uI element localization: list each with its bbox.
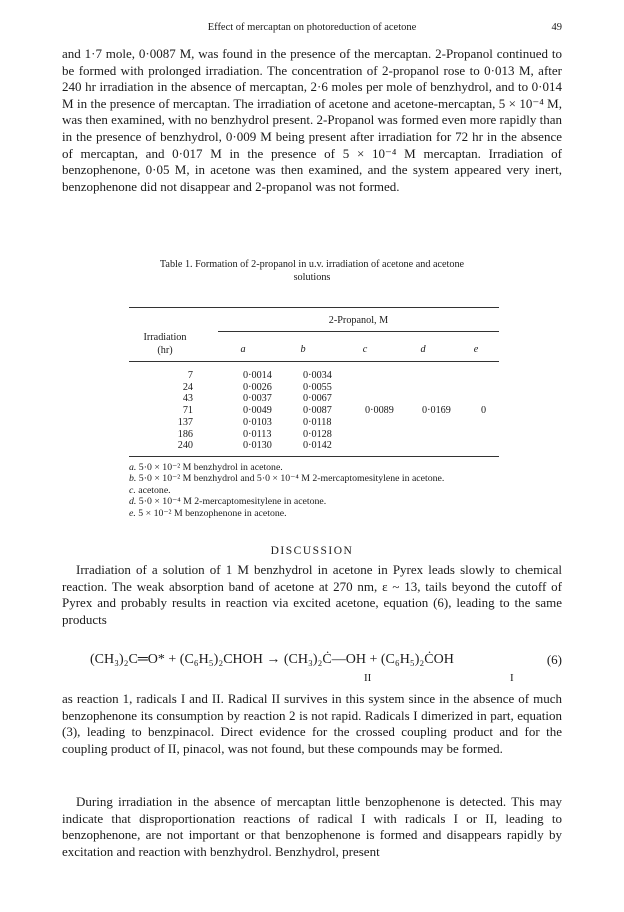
radical-label-ii: II [364,672,372,684]
cell-e: 0 [481,405,487,417]
column-label-b: b [300,344,306,355]
footnote-key: b. [129,473,137,485]
table-header-rule [129,361,499,362]
equation-6 [90,651,562,684]
cell-b: 0·0067 [303,393,332,405]
paragraph-radicals: as reaction 1, radicals I and II. Radical II survives in this system since in the absence of much benzophenone its consumption by reaction 2 is not rapid. Radicals I dimerized in part, equation (3), leading to benzpinacol. Direct evidence for the crossed coupling product and for the coupling product of II, pinacol, was not found, but these compounds may be formed. [62,691,562,756]
footnote [129,508,499,519]
footnote-key: d. [129,496,137,508]
column-label-e: e [473,344,479,355]
footnote [129,462,499,473]
table-row [129,370,499,382]
cell-a: 0·0014 [243,370,272,381]
equation-text: (CH₃)₂C═O* + (C₆H₅)₂CHOH → (CH₃)₂Ċ—OH + (C₆H₅)₂ĊOH [90,652,454,667]
cell-irradiation: 186 [177,428,193,440]
cell-a: 0·0049 [243,405,272,417]
cell-a: 0·0026 [243,381,272,393]
cell-irradiation: 240 [177,440,193,452]
table-bottom-rule [129,456,499,457]
table-footnotes [129,462,499,519]
cell-a: 0·0037 [243,393,272,405]
cell-a: 0·0130 [243,440,272,452]
cell-b: 0·0118 [303,416,332,428]
column-label-a: a [240,344,246,355]
table-row [129,382,499,394]
irradiation-unit: (hr) [157,344,173,356]
footnote [129,485,499,496]
cell-irradiation: 137 [177,416,193,428]
table-group-rule [218,331,499,332]
column-label-c: c [362,344,368,355]
footnote-text: 5·0 × 10⁻⁴ M 2-mercaptomesitylene in acetone. [136,496,327,508]
footnote-text: 5·0 × 10⁻² M benzhydrol in acetone. [136,462,283,473]
table-row [129,405,499,417]
cell-irradiation: 24 [182,381,193,393]
paragraph-results: and 1·7 mole, 0·0087 M, was found in the presence of the mercaptan. 2-Propanol continued to be formed with prolonged irradiation. The concentration of 2-propanol rose to 0·013 M, after 240 hr irradiation in the absence of mercaptan, 2·6 moles per mole of benzhydrol, and to 0·014 M in the presence of mercaptan. The irradiation of acetone and acetone-mercaptan, 5 × 10⁻⁴ M, was then examined, with no benzhydrol present. 2-Propanol was formed even more rapidly than in the presence of benzhydrol, 0·009 M being present after irradiation for 72 hr in the absence of mercaptan, and 0·017 M in the presence of 5 × 10⁻⁴ M mercaptan. Irradiation of benzophenone, 0·05 M, in acetone was then examined, and the system appeared very inert, benzophenone did not disappear and 2-propanol was not formed. [62,46,562,194]
cell-irradiation: 71 [182,405,193,417]
radical-label-i: I [510,672,514,684]
cell-irradiation: 43 [182,393,193,405]
footnote-key: e. [129,507,136,519]
section-heading-discussion: DISCUSSION [270,545,354,557]
table-top-rule [129,307,499,308]
table-row [129,417,499,429]
paragraph-discussion-intro: Irradiation of a solution of 1 M benzhydrol in acetone in Pyrex leads slowly to chemical reaction. The weak absorption band of acetone at 270 nm, ε ~ 13, tails beyond the cutoff of Pyrex and probably results in reaction via excited acetone, equation (6), leading to the same products [62,562,562,627]
footnote-key: c. [129,484,136,496]
cell-a: 0·0113 [243,428,272,440]
table-group-header: 2-Propanol, M [328,315,389,326]
cell-b: 0·0034 [303,370,332,381]
table-row [129,393,499,405]
cell-b: 0·0055 [303,381,332,393]
footnote [129,496,499,507]
equation-number: (6) [546,652,562,667]
paragraph-irradiation: During irradiation in the absence of mercaptan little benzophenone is detected. This may indicate that disproportionation reactions of radical I with radicals I or II, leading to benzophenone, are not important or that benzophenone is formed and disappears rapidly by excitation and reaction with benzhydrol. Benzhydrol, present [62,794,562,859]
footnote-key: a. [129,462,137,473]
cell-b: 0·0142 [303,440,332,452]
footnote-text: 5·0 × 10⁻² M benzhydrol and 5·0 × 10⁻⁴ M 2-mercaptomesitylene in acetone. [136,473,445,485]
footnote-text: 5 × 10⁻² M benzophenone in acetone. [135,507,287,519]
footnote [129,473,499,484]
column-label-d: d [420,344,426,355]
irradiation-label: Irradiation [143,332,187,343]
cell-irradiation: 7 [187,370,193,381]
table-irradiation-header [129,332,201,357]
running-head [62,22,562,33]
cell-d: 0·0169 [422,405,451,417]
running-title: Effect of mercaptan on photoreduction of acetone [207,22,417,33]
cell-c: 0·0089 [365,405,394,417]
table-caption-line-2: solutions [293,271,331,283]
table-caption [95,259,529,284]
cell-b: 0·0087 [303,405,332,417]
cell-b: 0·0128 [303,428,332,440]
page-number: 49 [551,22,562,33]
table-row [129,440,499,452]
cell-a: 0·0103 [243,416,272,428]
table-row [129,429,499,441]
footnote-text: acetone. [135,484,171,496]
table-caption-line-1: Table 1. Formation of 2-propanol in u.v. irradiation of acetone and acetone [159,259,465,270]
